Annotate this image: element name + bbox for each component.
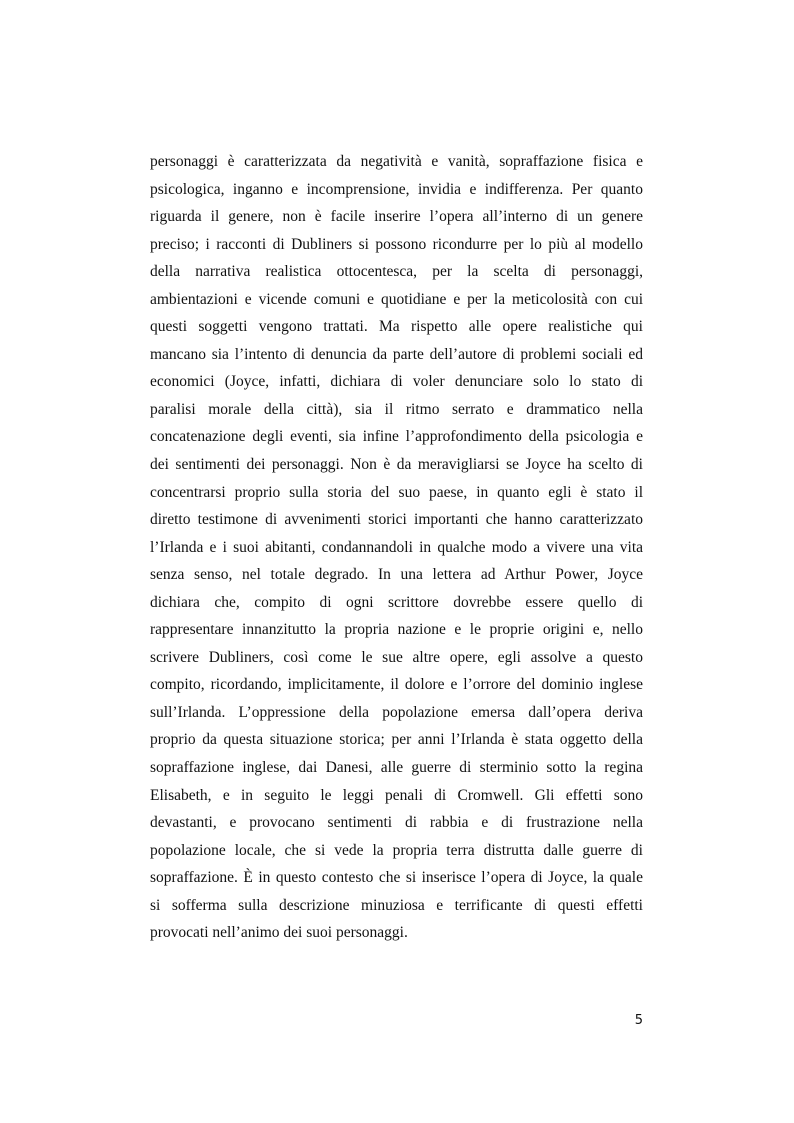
text-line: psicologica, inganno e incomprensione, invidia e indifferenza. Per quanto bbox=[150, 180, 643, 198]
text-line: popolazione locale, che si vede la propria terra distrutta dalle guerre di bbox=[150, 841, 643, 859]
text-line: senza senso, nel totale degrado. In una lettera ad Arthur Power, Joyce bbox=[150, 566, 643, 584]
text-line: compito, ricordando, implicitamente, il dolore e l’orrore del dominio inglese bbox=[150, 676, 643, 694]
text-line: riguarda il genere, non è facile inserire l’opera all’interno di un genere bbox=[150, 208, 643, 226]
text-line: concentrarsi proprio sulla storia del suo paese, in quanto egli è stato il bbox=[150, 483, 643, 501]
text-line: si sofferma sulla descrizione minuziosa e terrificante di questi effetti bbox=[150, 896, 643, 914]
text-line: concatenazione degli eventi, sia infine l’approfondimento della psicologia e bbox=[150, 428, 643, 446]
text-line: dei sentimenti dei personaggi. Non è da meravigliarsi se Joyce ha scelto di bbox=[150, 456, 643, 474]
text-line: sull’Irlanda. L’oppressione della popolazione emersa dall’opera deriva bbox=[150, 703, 643, 721]
text-line: ambientazioni e vicende comuni e quotidiane e per la meticolosità con cui bbox=[150, 290, 643, 308]
text-line: mancano sia l’intento di denuncia da parte dell’autore di problemi sociali ed bbox=[150, 345, 643, 363]
text-line: Elisabeth, e in seguito le leggi penali di Cromwell. Gli effetti sono bbox=[150, 786, 643, 804]
text-line: preciso; i racconti di Dubliners si possono ricondurre per lo più al modello bbox=[150, 235, 643, 253]
text-line: scrivere Dubliners, così come le sue altre opere, egli assolve a questo bbox=[150, 648, 643, 666]
text-line: sopraffazione. È in questo contesto che si inserisce l’opera di Joyce, la quale bbox=[150, 869, 643, 887]
text-line: economici (Joyce, infatti, dichiara di voler denunciare solo lo stato di bbox=[150, 373, 643, 391]
text-line: dichiara che, compito di ogni scrittore dovrebbe essere quello di bbox=[150, 593, 643, 611]
text-line-last: provocati nell’animo dei suoi personaggi. bbox=[150, 924, 408, 942]
text-line: diretto testimone di avvenimenti storici importanti che hanno caratterizzato bbox=[150, 511, 643, 529]
text-line: personaggi è caratterizzata da negatività e vanità, sopraffazione fisica e bbox=[150, 153, 643, 170]
page-number: 5 bbox=[634, 1013, 643, 1028]
body-paragraph bbox=[150, 148, 643, 947]
text-line: questi soggetti vengono trattati. Ma rispetto alle opere realistiche qui bbox=[150, 318, 643, 336]
text-line: rappresentare innanzitutto la propria nazione e le proprie origini e, nello bbox=[150, 621, 643, 639]
text-line: l’Irlanda e i suoi abitanti, condannandoli in qualche modo a vivere una vita bbox=[150, 538, 643, 556]
text-line: della narrativa realistica ottocentesca, per la scelta di personaggi, bbox=[150, 263, 643, 281]
text-line: devastanti, e provocano sentimenti di rabbia e di frustrazione nella bbox=[150, 814, 643, 832]
text-line: paralisi morale della città), sia il ritmo serrato e drammatico nella bbox=[150, 400, 643, 418]
text-line: sopraffazione inglese, dai Danesi, alle guerre di sterminio sotto la regina bbox=[150, 759, 643, 777]
text-line: proprio da questa situazione storica; per anni l’Irlanda è stata oggetto della bbox=[150, 731, 643, 749]
